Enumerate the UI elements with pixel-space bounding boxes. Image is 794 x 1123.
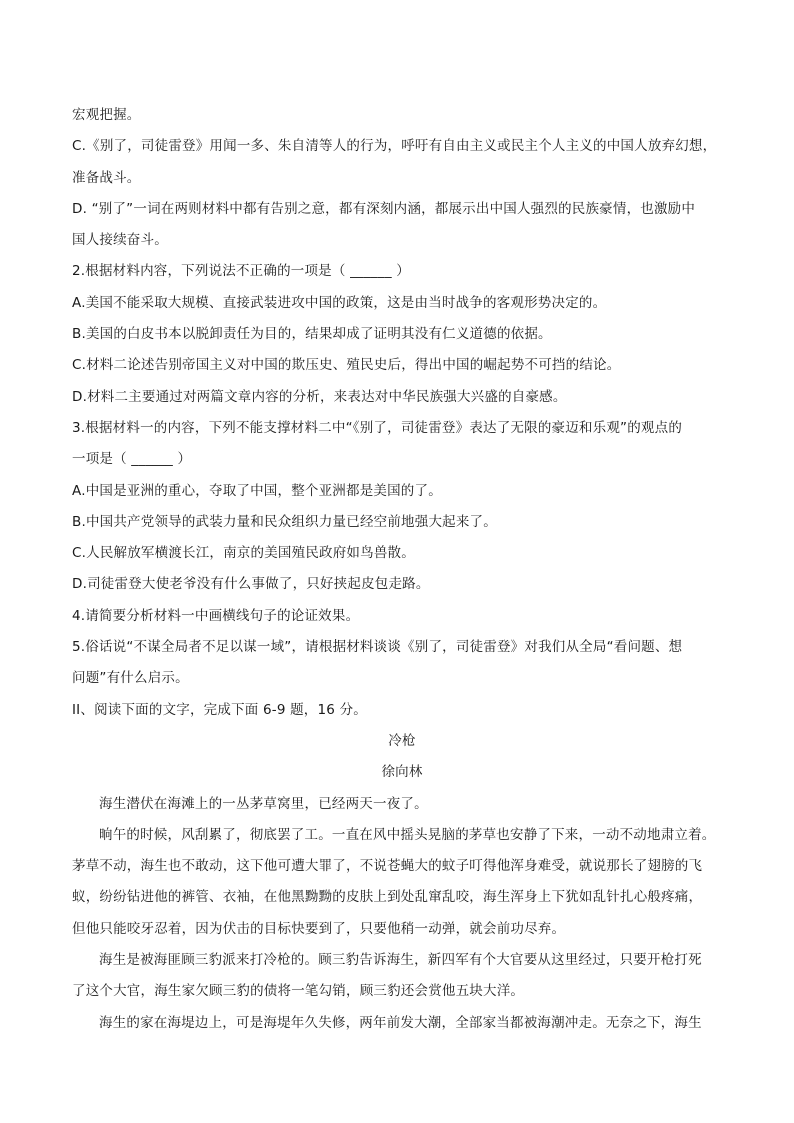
text-line: C.《别了，司徒雷登》用闻一多、朱自清等人的行为，呼吁有自由主义或民主个人主义的中国人放弃幻想， [72,138,717,155]
text-line: 徐向林 [381,764,423,781]
text-line: 2.根据材料内容，下列说法不正确的一项是（ ______ ） [72,263,410,280]
text-line: 海生是被海匪顾三豹派来打冷枪的。顾三豹告诉海生，新四军有个大官要从这里经过，只要开枪打死 [99,952,702,969]
text-line: C.人民解放军横渡长江，南京的美国殖民政府如鸟兽散。 [72,545,415,562]
text-line: 冷枪 [388,732,416,749]
text-line: 3.根据材料一的内容，下列不能支撑材料二中“《别了，司徒雷登》表达了无限的豪迈和乐观”的观点的 [72,419,683,436]
text-line: 晌午的时候，风刮累了，彻底罢了工。一直在风中摇头晃脑的茅草也安静了下来，一动不动地肃立着。 [99,826,716,843]
text-line: D. “别了”一词在两则材料中都有告别之意，都有深刻内涵，都展示出中国人强烈的民族豪情，也激励中 [72,200,696,217]
text-line: 了这个大官，海生家欠顾三豹的债将一笔勾销，顾三豹还会赏他五块大洋。 [72,983,525,1000]
text-line: B.中国共产党领导的武装力量和民众组织力量已经空前地强大起来了。 [72,513,497,530]
text-line: 问题”有什么启示。 [72,670,189,687]
text-line: A.美国不能采取大规模、直接武装进攻中国的政策，这是由当时战争的客观形势决定的。 [72,294,607,311]
text-line: 茅草不动，海生也不敢动，这下他可遭大罪了，不说苍蝇大的蚊子叮得他浑身难受，就说那长了翅膀的飞 [72,858,703,875]
text-line: 但他只能咬牙忍着，因为伏击的目标快要到了，只要他稍一动弹，就会前功尽弃。 [72,920,566,937]
text-line: II、阅读下面的文字，完成下面 6-9 题，16 分。 [72,701,367,718]
text-line: 蚁，纷纷钻进他的裤管、衣袖，在他黑黝黝的皮肤上到处乱窜乱咬，海生浑身上下犹如乱针扎心般疼痛， [72,889,703,906]
text-line: 一项是（ ______ ） [72,451,192,468]
text-line: 5.俗话说“不谋全局者不足以谋一域”，请根据材料谈谈《别了，司徒雷登》对我们从全局“看问题、想 [72,639,683,656]
text-line: C.材料二论述告别帝国主义对中国的欺压史、殖民史后，得出中国的崛起势不可挡的结论。 [72,357,621,374]
text-line: B.美国的白皮书本以脱卸责任为目的，结果却成了证明其没有仁义道德的依据。 [72,326,552,343]
text-line: A.中国是亚洲的重心，夺取了中国，整个亚洲都是美国的了。 [72,482,442,499]
text-line: 海生的家在海堤边上，可是海堤年久失修，两年前发大潮，全部家当都被海潮冲走。无奈之下，海生 [99,1014,702,1031]
text-line: D.司徒雷登大使老爷没有什么事做了，只好挟起皮包走路。 [72,576,430,593]
text-line: 海生潜伏在海滩上的一丛茅草窝里，已经两天一夜了。 [99,795,428,812]
document-body [72,100,732,1039]
text-line: 宏观把握。 [72,107,141,123]
text-line: 4.请简要分析材料一中画横线句子的论证效果。 [72,607,360,624]
text-line: 国人接续奋斗。 [72,232,168,249]
text-line: D.材料二主要通过对两篇文章内容的分析，来表达对中华民族强大兴盛的自豪感。 [72,388,567,405]
text-line: 准备战斗。 [72,169,141,186]
